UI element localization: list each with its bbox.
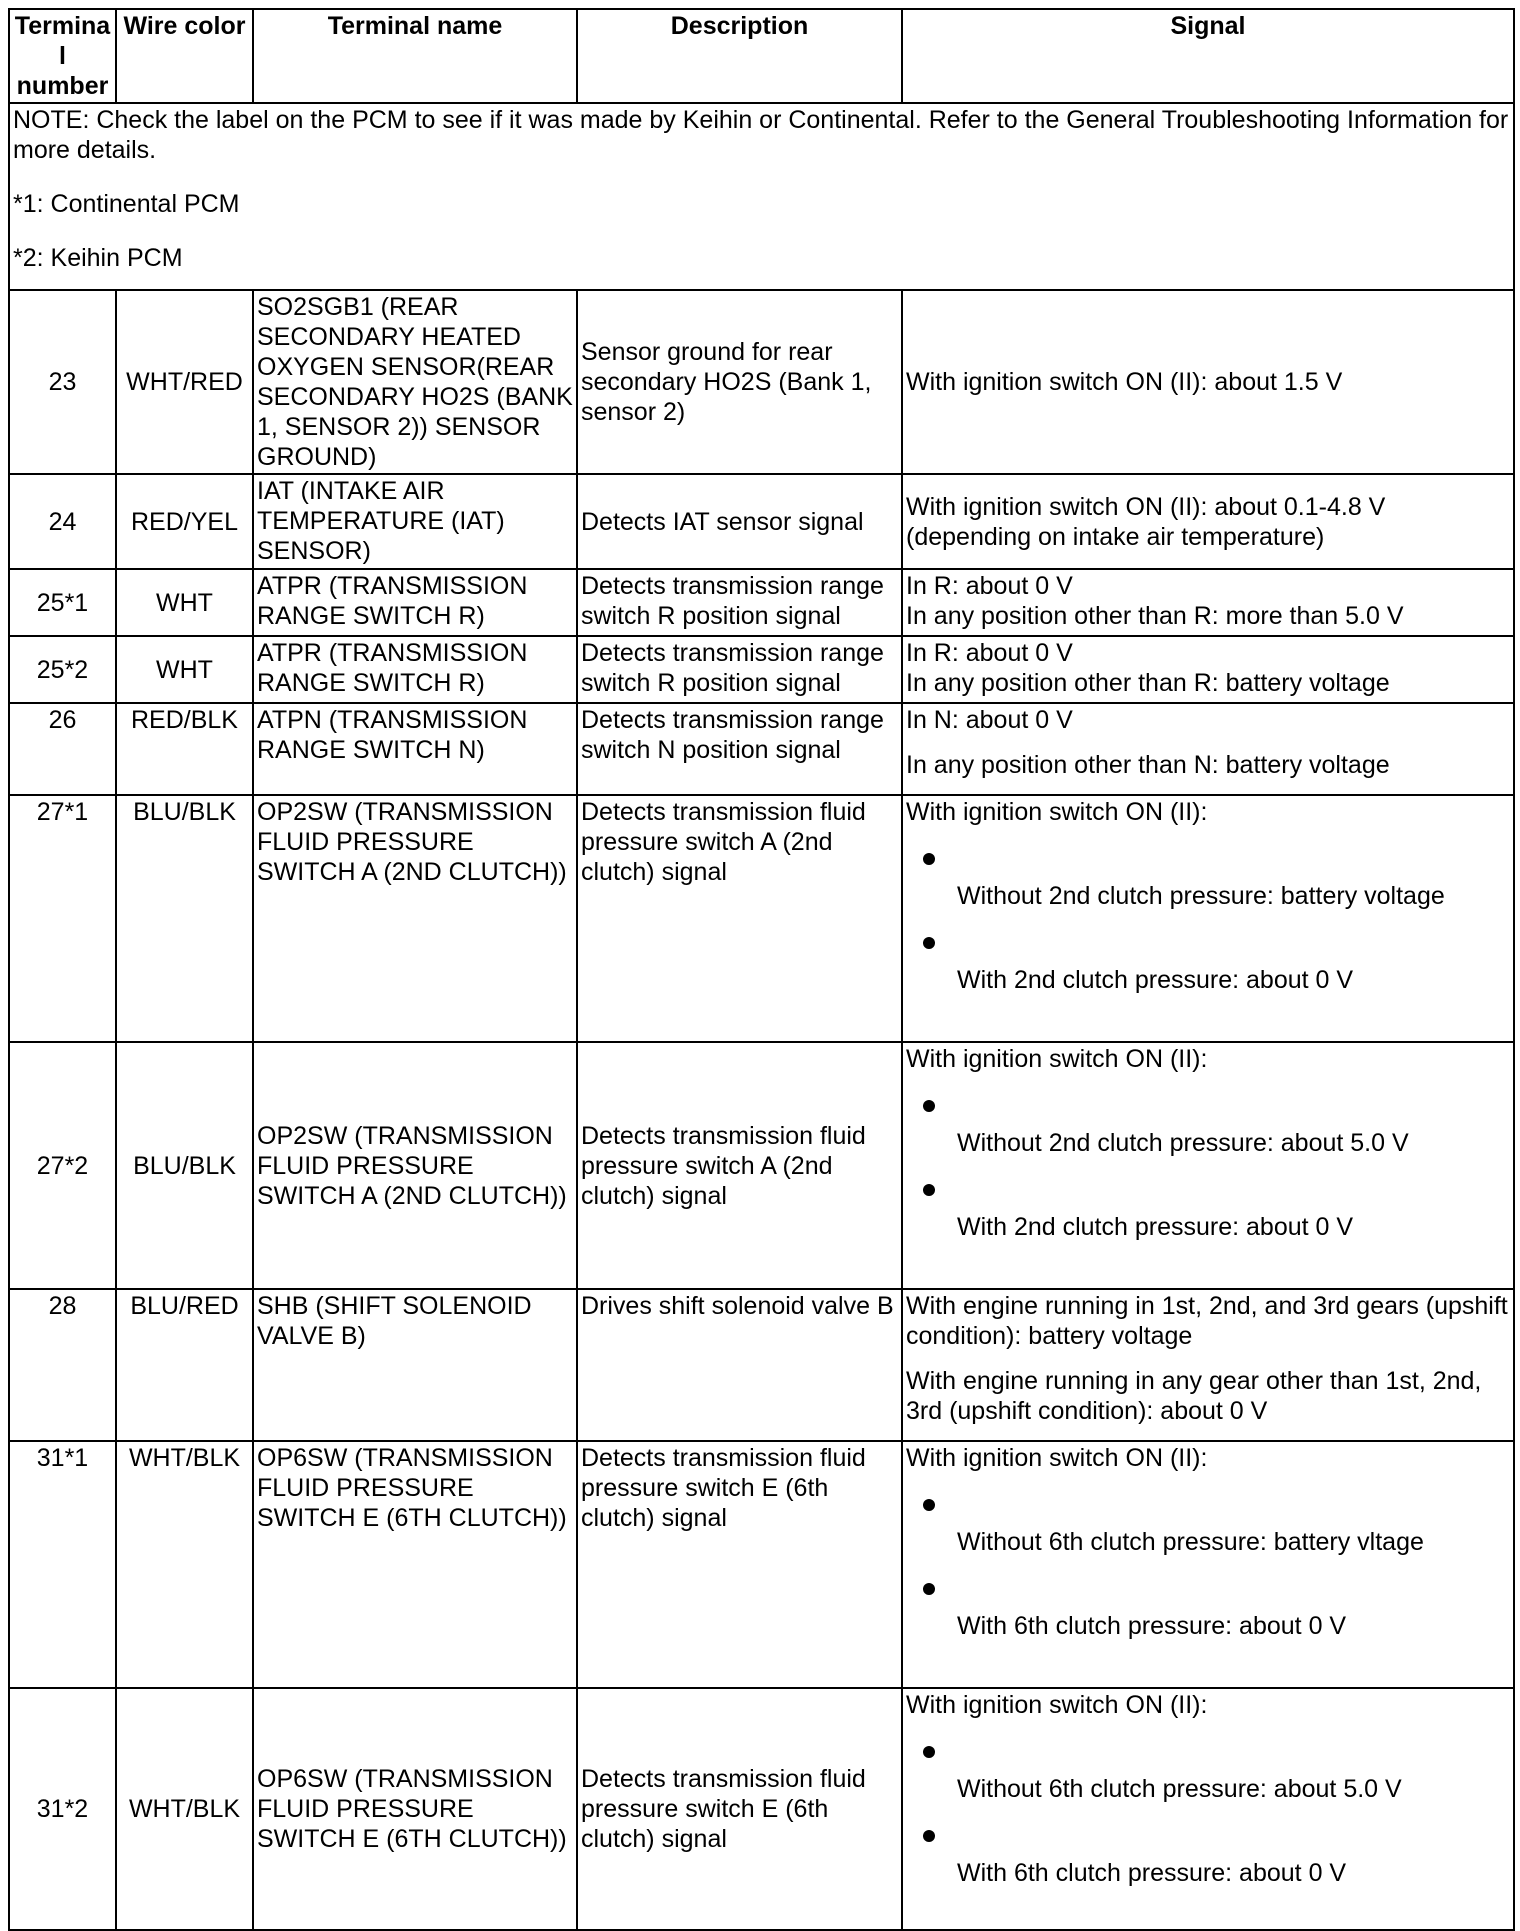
signal [902, 474, 1514, 569]
terminal-number: 27*2 [9, 1042, 116, 1289]
header-terminal-name: Terminal name [253, 9, 577, 103]
bullet-dot-icon [923, 1830, 935, 1842]
description: Detects transmission fluid pressure switch A (2nd clutch) signal [577, 1042, 902, 1289]
bullet-dot-icon [923, 937, 935, 949]
description: Detects transmission range switch R position signal [577, 569, 902, 636]
bullet-dot-icon [923, 1184, 935, 1196]
bullet-dot-icon [923, 1499, 935, 1511]
note-row [9, 103, 1514, 290]
description: Detects IAT sensor signal [577, 474, 902, 569]
signal-line: In any position other than N: battery voltage [906, 751, 1390, 779]
signal-line: In any position other than R: battery voltage [906, 669, 1390, 697]
terminal-number: 23 [9, 290, 116, 474]
bullet-marker [906, 1569, 1510, 1611]
description: Detects transmission fluid pressure switch A (2nd clutch) signal [577, 795, 902, 1042]
terminal-table [8, 8, 1515, 1931]
signal-line: In R: about 0 V [906, 639, 1073, 667]
table-row [9, 1688, 1514, 1930]
footnote-continental: *1: Continental PCM [13, 190, 240, 218]
footnote-keihin: *2: Keihin PCM [13, 244, 183, 272]
header-terminal-number: Terminal number [9, 9, 116, 103]
signal-intro: With ignition switch ON (II): [906, 1045, 1208, 1073]
signal-bullet-text: Without 2nd clutch pressure: battery voltage [957, 882, 1445, 910]
signal-intro: With ignition switch ON (II): [906, 1691, 1208, 1719]
header-description: Description [577, 9, 902, 103]
signal-intro: With ignition switch ON (II): [906, 798, 1208, 826]
wire-color: RED/YEL [116, 474, 253, 569]
signal-line: (depending on intake air temperature) [906, 522, 1325, 551]
signal-bullet-text: With 2nd clutch pressure: about 0 V [957, 966, 1354, 994]
terminal-name: SHB (SHIFT SOLENOID VALVE B) [253, 1289, 577, 1441]
bullet-marker [906, 923, 1510, 965]
signal [902, 1042, 1514, 1289]
signal-line: In N: about 0 V [906, 706, 1073, 734]
terminal-name: OP6SW (TRANSMISSION FLUID PRESSURE SWITCH E (6TH CLUTCH)) [253, 1688, 577, 1930]
table-row [9, 636, 1514, 703]
signal [902, 636, 1514, 703]
terminal-name: OP2SW (TRANSMISSION FLUID PRESSURE SWITCH A (2ND CLUTCH)) [253, 1042, 577, 1289]
note-text: NOTE: Check the label on the PCM to see if it was made by Keihin or Continental. Refer to the General Troubleshooting Information for more details. [13, 106, 1509, 164]
description: Detects transmission range switch N position signal [577, 703, 902, 795]
signal-bullet-text: With 6th clutch pressure: about 0 V [957, 1612, 1347, 1640]
signal-bullet-text: Without 2nd clutch pressure: about 5.0 V [957, 1129, 1409, 1157]
terminal-number: 24 [9, 474, 116, 569]
bullet-dot-icon [923, 1100, 935, 1112]
bullet-dot-icon [923, 1583, 935, 1595]
signal [902, 1289, 1514, 1441]
wire-color: WHT/RED [116, 290, 253, 474]
signal-bullet-text: Without 6th clutch pressure: battery vltage [957, 1528, 1424, 1556]
wire-color: RED/BLK [116, 703, 253, 795]
terminal-name: OP2SW (TRANSMISSION FLUID PRESSURE SWITCH A (2ND CLUTCH)) [253, 795, 577, 1042]
wire-color: BLU/BLK [116, 795, 253, 1042]
table-row [9, 290, 1514, 474]
signal-line: With engine running in any gear other than 1st, 2nd, 3rd (upshift condition): about 0 V [906, 1367, 1482, 1425]
wire-color: WHT [116, 636, 253, 703]
terminal-name: SO2SGB1 (REAR SECONDARY HEATED OXYGEN SENSOR(REAR SECONDARY HO2S (BANK 1, SENSOR 2)) SENSOR GROUND) [253, 290, 577, 474]
wire-color: BLU/RED [116, 1289, 253, 1441]
table-row [9, 795, 1514, 1042]
wire-color: WHT/BLK [116, 1441, 253, 1688]
terminal-number: 31*1 [9, 1441, 116, 1688]
table-row [9, 1289, 1514, 1441]
terminal-name: IAT (INTAKE AIR TEMPERATURE (IAT) SENSOR) [253, 474, 577, 569]
signal-bullet-text: With 2nd clutch pressure: about 0 V [957, 1213, 1354, 1241]
bullet-dot-icon [923, 853, 935, 865]
signal [902, 569, 1514, 636]
description: Detects transmission fluid pressure switch E (6th clutch) signal [577, 1688, 902, 1930]
header-signal: Signal [902, 9, 1514, 103]
signal-line: In any position other than R: more than 5.0 V [906, 602, 1404, 630]
description: Detects transmission fluid pressure switch E (6th clutch) signal [577, 1441, 902, 1688]
signal-bullet-text: With 6th clutch pressure: about 0 V [957, 1859, 1347, 1887]
signal-line: With ignition switch ON (II): about 1.5 V [906, 368, 1343, 396]
wire-color: WHT/BLK [116, 1688, 253, 1930]
bullet-marker [906, 1732, 1510, 1774]
terminal-name: ATPR (TRANSMISSION RANGE SWITCH R) [253, 569, 577, 636]
bullet-dot-icon [923, 1746, 935, 1758]
signal [902, 795, 1514, 1042]
table-row [9, 569, 1514, 636]
signal [902, 1441, 1514, 1688]
description: Drives shift solenoid valve B [577, 1289, 902, 1441]
note-cell [9, 103, 1514, 290]
terminal-number: 25*2 [9, 636, 116, 703]
signal [902, 290, 1514, 474]
table-row [9, 1042, 1514, 1289]
signal-line: With ignition switch ON (II): about 0.1-4.8 V [906, 492, 1386, 521]
description: Detects transmission range switch R position signal [577, 636, 902, 703]
header-row [9, 9, 1514, 103]
header-wire-color: Wire color [116, 9, 253, 103]
table-row [9, 703, 1514, 795]
terminal-number: 31*2 [9, 1688, 116, 1930]
description: Sensor ground for rear secondary HO2S (Bank 1, sensor 2) [577, 290, 902, 474]
terminal-name: ATPN (TRANSMISSION RANGE SWITCH N) [253, 703, 577, 795]
signal-bullet-text: Without 6th clutch pressure: about 5.0 V [957, 1775, 1402, 1803]
signal-line: With engine running in 1st, 2nd, and 3rd gears (upshift condition): battery voltage [906, 1292, 1508, 1350]
terminal-number: 25*1 [9, 569, 116, 636]
terminal-name: ATPR (TRANSMISSION RANGE SWITCH R) [253, 636, 577, 703]
bullet-marker [906, 839, 1510, 881]
table-row [9, 1441, 1514, 1688]
bullet-marker [906, 1086, 1510, 1128]
terminal-number: 26 [9, 703, 116, 795]
signal-line: In R: about 0 V [906, 572, 1073, 600]
signal [902, 1688, 1514, 1930]
signal [902, 703, 1514, 795]
terminal-number: 27*1 [9, 795, 116, 1042]
wire-color: BLU/BLK [116, 1042, 253, 1289]
bullet-marker [906, 1485, 1510, 1527]
signal-intro: With ignition switch ON (II): [906, 1444, 1208, 1472]
table-row [9, 474, 1514, 569]
terminal-name: OP6SW (TRANSMISSION FLUID PRESSURE SWITCH E (6TH CLUTCH)) [253, 1441, 577, 1688]
bullet-marker [906, 1170, 1510, 1212]
terminal-number: 28 [9, 1289, 116, 1441]
terminal-rows [9, 290, 1514, 1930]
bullet-marker [906, 1816, 1510, 1858]
wire-color: WHT [116, 569, 253, 636]
